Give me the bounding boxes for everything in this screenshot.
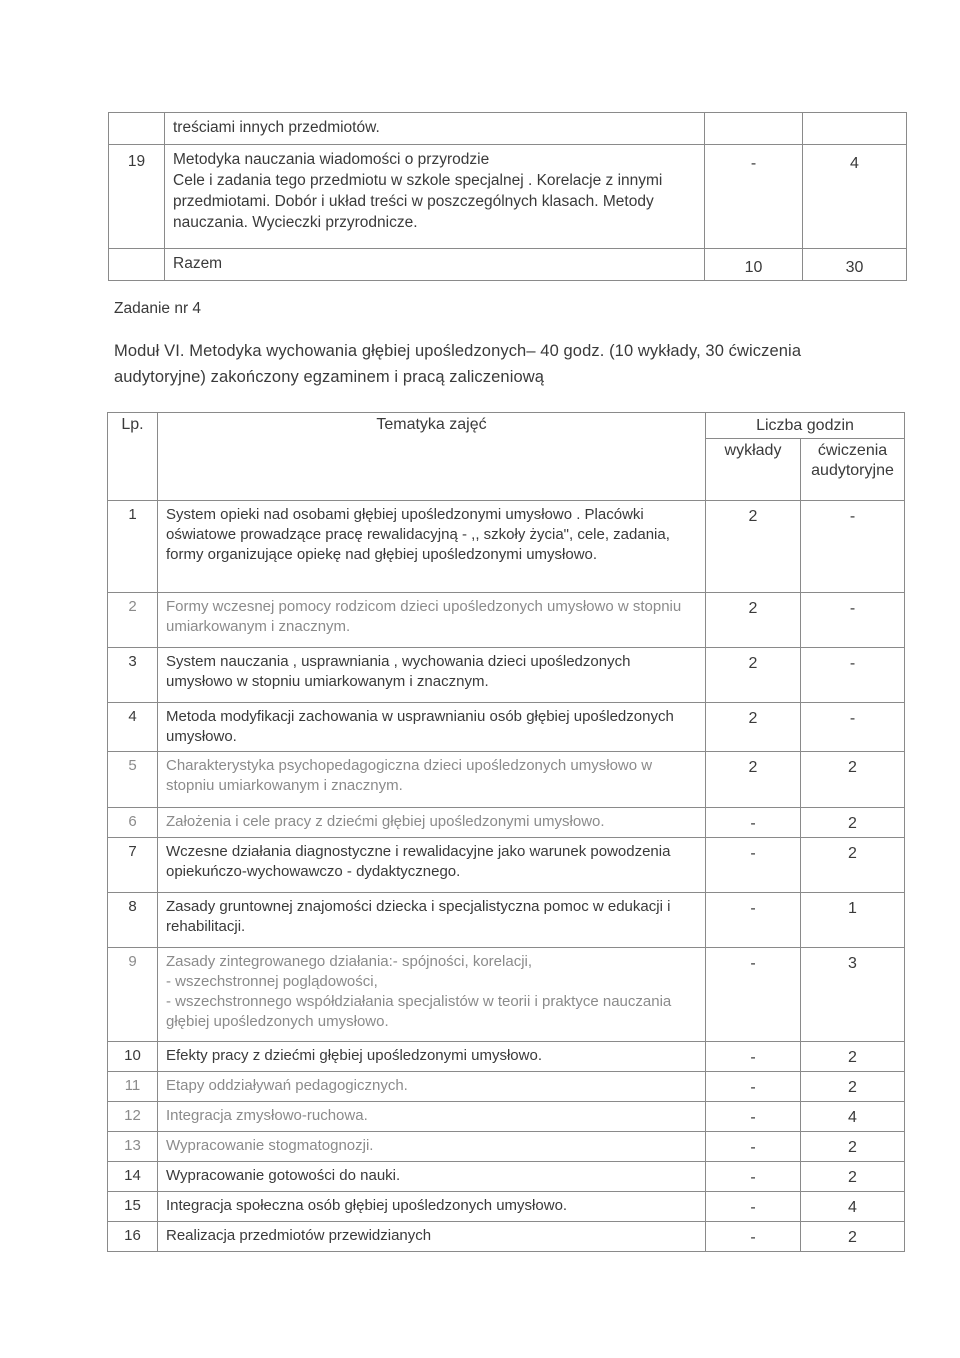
row-topic: Wczesne działania diagnostyczne i rewalidacyjne jako warunek powodzenia opiekuńczo-wychowawczo - dydaktycznego. [158,838,706,893]
table-row [108,593,905,648]
table-row [109,145,907,249]
row-number: 12 [108,1102,158,1132]
row-number: 7 [108,838,158,893]
row-lectures: - [706,1102,801,1132]
row-lectures: 2 [706,501,801,593]
row-exercises: 1 [801,893,905,948]
row-lectures: - [705,145,803,249]
row-number: 1 [108,501,158,593]
row-lectures: 2 [706,752,801,808]
row-number: 6 [108,808,158,838]
row-lectures: - [706,1222,801,1252]
row-topic: Wypracowanie stogmatognozji. [158,1132,706,1162]
table-row [108,1162,905,1192]
table-row [108,1072,905,1102]
table-row [108,838,905,893]
row-number: 16 [108,1222,158,1252]
row-lectures: - [706,1042,801,1072]
row-number: 2 [108,593,158,648]
row-exercises: 4 [803,145,907,249]
row-number: 10 [108,1042,158,1072]
row-lectures: 2 [706,593,801,648]
row-topic: Integracja zmysłowo-ruchowa. [158,1102,706,1132]
row-topic: System opieki nad osobami głębiej upośledzonymi umysłowo . Placówki oświatowe prowadzące pracę rewalidacyjną - ,, szkoły życia", cele, zadania, formy organizujące opiekę nad głębiej upośledzonymi umysłowo. [158,501,706,593]
total-lectures: 10 [705,249,803,281]
row-number: 8 [108,893,158,948]
module-title: Moduł VI. Metodyka wychowania głębiej upośledzonych– 40 godz. (10 wykłady, 30 ćwiczenia audytoryjne) zakończony egzaminem i pracą zaliczeniową [114,342,802,386]
row-number: 3 [108,648,158,703]
row-exercises: 3 [801,948,905,1042]
table-row [108,1132,905,1162]
row-topic: Realizacja przedmiotów przewidzianych [158,1222,706,1252]
row-number: 9 [108,948,158,1042]
header-hours: Liczba godzin [706,413,905,439]
row-topic: Zasady zintegrowanego działania:- spójności, korelacji, - wszechstronnej poglądowości, - wszechstronnego współdziałania specjalistów w teorii i praktyce nauczania głębiej upośledzonych umysłowo. [158,948,706,1042]
table-row [108,808,905,838]
table-header-row [108,413,905,439]
table-row [108,1042,905,1072]
row-number: 5 [108,752,158,808]
row-lectures: - [706,1162,801,1192]
table-row [108,752,905,808]
row-topic: Metoda modyfikacji zachowania w usprawnianiu osób głębiej upośledzonych umysłowo. [158,703,706,752]
row-topic: Integracja społeczna osób głębiej upośledzonych umysłowo. [158,1192,706,1222]
row-exercises: 4 [801,1192,905,1222]
row-lectures: - [706,1132,801,1162]
row-number: 13 [108,1132,158,1162]
total-label: Razem [165,249,705,281]
total-row [109,249,907,281]
row-lectures [705,113,803,145]
row-exercises: - [801,648,905,703]
row-topic: Zasady gruntownej znajomości dziecka i specjalistyczna pomoc w edukacji i rehabilitacji. [158,893,706,948]
table-row [108,648,905,703]
row-exercises [803,113,907,145]
syllabus-table [107,412,905,1252]
row-lectures: - [706,948,801,1042]
row-exercises: 2 [801,808,905,838]
table-row [108,703,905,752]
row-exercises: 2 [801,1042,905,1072]
row-topic: Założenia i cele pracy z dziećmi głębiej upośledzonymi umysłowo. [158,808,706,838]
section-heading: Zadanie nr 4 [114,300,202,317]
table-row [108,501,905,593]
row-exercises: 4 [801,1102,905,1132]
row-exercises: 2 [801,1072,905,1102]
header-lp: Lp. [108,413,158,501]
row-lectures: - [706,1072,801,1102]
row-number [109,113,165,145]
row-number: 11 [108,1072,158,1102]
row-number: 4 [108,703,158,752]
row-exercises: - [801,501,905,593]
row-topic: Efekty pracy z dziećmi głębiej upośledzonymi umysłowo. [158,1042,706,1072]
total-exercises: 30 [803,249,907,281]
table-row [108,1102,905,1132]
row-exercises: 2 [801,752,905,808]
table-row [108,948,905,1042]
table-row [108,1222,905,1252]
row-topic: System nauczania , usprawniania , wychowania dzieci upośledzonych umysłowo w stopniu umiarkowanym i znacznym. [158,648,706,703]
header-topic: Tematyka zajęć [158,413,706,501]
header-lectures: wykłady [706,439,801,501]
row-topic: Etapy oddziaływań pedagogicznych. [158,1072,706,1102]
row-exercises: 2 [801,1222,905,1252]
row-lectures: - [706,838,801,893]
row-exercises: - [801,703,905,752]
row-exercises: - [801,593,905,648]
row-exercises: 2 [801,838,905,893]
table-row [108,1192,905,1222]
table-row [108,893,905,948]
row-topic: Wypracowanie gotowości do nauki. [158,1162,706,1192]
row-lectures: 2 [706,703,801,752]
continued-table [108,112,907,281]
row-number: 15 [108,1192,158,1222]
row-topic: treściami innych przedmiotów. [165,113,705,145]
table-row [109,113,907,145]
row-number: 19 [109,145,165,249]
header-exercises: ćwiczenia audytoryjne [801,439,905,501]
row-number [109,249,165,281]
row-topic: Formy wczesnej pomocy rodzicom dzieci upośledzonych umysłowo w stopniu umiarkowanym i znacznym. [158,593,706,648]
row-exercises: 2 [801,1132,905,1162]
row-topic: Charakterystyka psychopedagogiczna dzieci upośledzonych umysłowo w stopniu umiarkowanym i znacznym. [158,752,706,808]
row-lectures: - [706,893,801,948]
row-lectures: 2 [706,648,801,703]
row-exercises: 2 [801,1162,905,1192]
row-lectures: - [706,1192,801,1222]
row-lectures: - [706,808,801,838]
row-number: 14 [108,1162,158,1192]
row-topic: Metodyka nauczania wiadomości o przyrodzie Cele i zadania tego przedmiotu w szkole specjalnej . Korelacje z innymi przedmiotami. Dobór i układ treści w poszczególnych klasach. Metody nauczania. Wycieczki przyrodnicze. [165,145,705,249]
